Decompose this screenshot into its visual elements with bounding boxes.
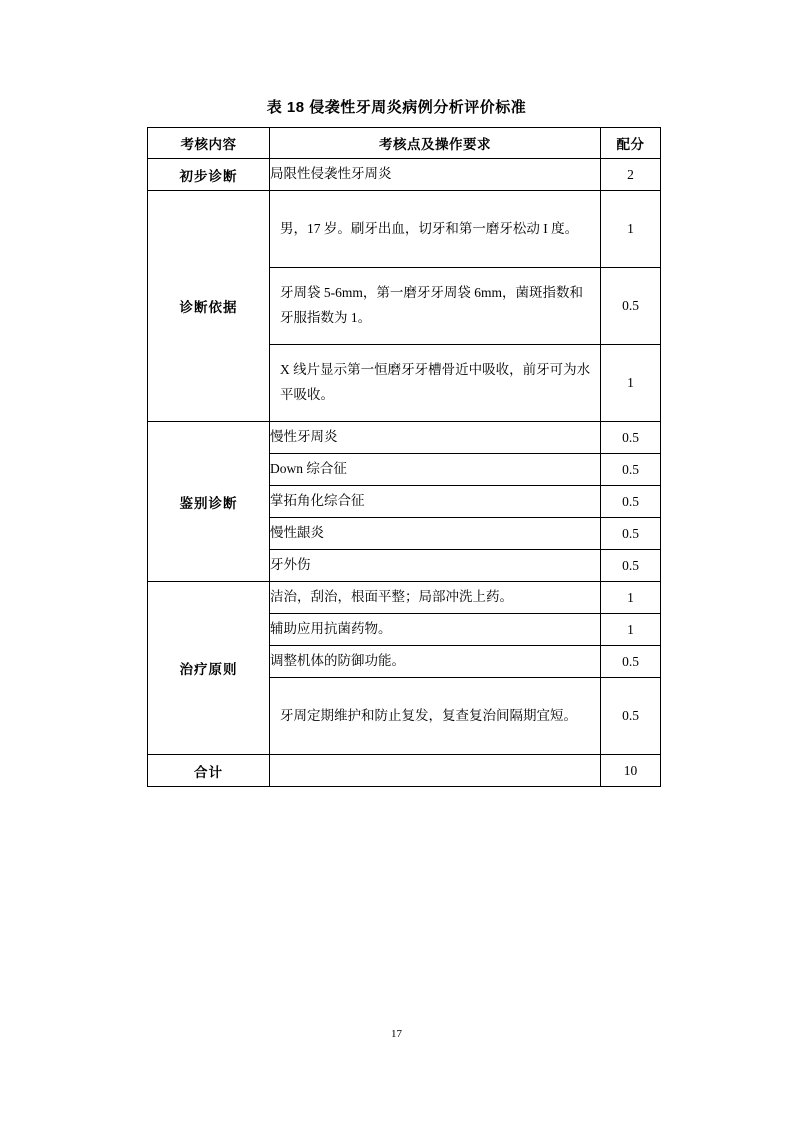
score-cell: 0.5 <box>601 454 661 486</box>
table-header-row <box>148 128 661 159</box>
score-cell: 0.5 <box>601 678 661 755</box>
requirement-cell: X 线片显示第一恒磨牙牙槽骨近中吸收，前牙可为水平吸收。 <box>270 345 601 422</box>
table-row <box>148 422 661 454</box>
score-cell: 1 <box>601 582 661 614</box>
evaluation-criteria-table <box>147 127 661 787</box>
requirement-cell: 牙周袋 5-6mm，第一磨牙牙周袋 6mm，菌斑指数和牙服指数为 1。 <box>270 268 601 345</box>
table-row <box>148 159 661 191</box>
category-cell: 诊断依据 <box>148 191 270 422</box>
column-header-content: 考核内容 <box>148 128 270 159</box>
score-cell: 1 <box>601 191 661 268</box>
requirement-cell: 男，17 岁。刷牙出血，切牙和第一磨牙松动 I 度。 <box>270 191 601 268</box>
table-row <box>148 755 661 787</box>
requirement-cell: 洁治，刮治，根面平整；局部冲洗上药。 <box>270 582 601 614</box>
page-title: 表 18 侵袭性牙周炎病例分析评价标准 <box>266 99 527 116</box>
requirement-cell: Down 综合征 <box>270 454 601 486</box>
column-header-requirements: 考核点及操作要求 <box>270 128 601 159</box>
score-cell: 0.5 <box>601 268 661 345</box>
requirement-cell: 牙外伤 <box>270 550 601 582</box>
requirement-cell: 慢性牙周炎 <box>270 422 601 454</box>
score-cell-total: 10 <box>601 755 661 787</box>
page-number: 17 <box>391 1028 402 1040</box>
requirement-cell: 辅助应用抗菌药物。 <box>270 614 601 646</box>
requirement-cell: 慢性龈炎 <box>270 518 601 550</box>
category-cell: 鉴别诊断 <box>148 422 270 582</box>
category-cell: 治疗原则 <box>148 582 270 755</box>
score-cell: 0.5 <box>601 518 661 550</box>
score-cell: 0.5 <box>601 550 661 582</box>
score-cell: 1 <box>601 345 661 422</box>
table-row <box>148 191 661 268</box>
requirement-cell: 调整机体的防御功能。 <box>270 646 601 678</box>
column-header-score: 配分 <box>601 128 661 159</box>
category-cell: 初步诊断 <box>148 159 270 191</box>
score-cell: 2 <box>601 159 661 191</box>
category-cell-total: 合计 <box>148 755 270 787</box>
requirement-cell: 局限性侵袭性牙周炎 <box>270 159 601 191</box>
score-cell: 1 <box>601 614 661 646</box>
score-cell: 0.5 <box>601 422 661 454</box>
score-cell: 0.5 <box>601 486 661 518</box>
score-cell: 0.5 <box>601 646 661 678</box>
requirement-cell <box>270 755 601 787</box>
requirement-cell: 掌拓角化综合征 <box>270 486 601 518</box>
requirement-cell: 牙周定期维护和防止复发，复查复治间隔期宜短。 <box>270 678 601 755</box>
table-row <box>148 582 661 614</box>
